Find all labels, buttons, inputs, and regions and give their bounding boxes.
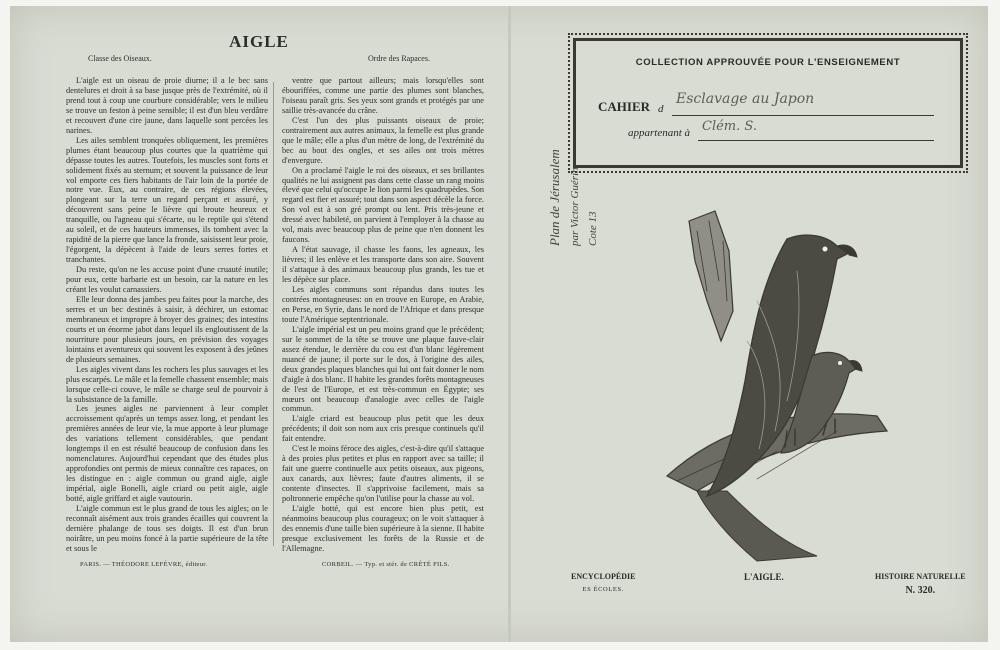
right-page [511,6,988,642]
left-page [10,6,508,642]
paragraph: A l'état sauvage, il chasse les faons, les agneaux, les lièvres; il les enlève et les transporte dans son aire. Souvent il s'attaque à des animaux beaucoup plus grands, les tue et les dépèce sur place. [282,245,484,285]
class-header: Classe des Oiseaux. [88,54,152,63]
paragraph: On a proclamé l'aigle le roi des oiseaux, et ses brillantes qualités ne lui assignent pas dans cette classe un rang moins élevé que celui qu'occupe le lion parmi les quadrupèdes. Son regard est fier et assuré; tout dans son aspect décèle la force. Son vol est à son gré prompt ou lent. Pris très-jeune et dressé avec habileté, on parvient à l'employer à la chasse au vol, mais avec beaucoup plus de peine que n'en donnent les faucons. [282,165,484,245]
handwritten-subject: Esclavage au Japon [676,91,815,107]
margin-handwriting [547,149,599,246]
paragraph: Les ailes semblent tronquées obliquement, les premières plumes étant beaucoup plus courtes que la quatrième qui dépasse toutes les autres. Toutefois, les muscles sont forts et solidement fixés au sternum; et souvent la puissance de leur vol emporte ces fiers habitants de l'air loin de la portée de notre vue. Eux, au contraire, de ces régions élevées, plongeant sur la terre un regard perçant et assuré, y découvrent sans peine le lièvre qui broute heureux et tranquille, ou l'agneau qui s'écarte, ou le reptile qui s'étend au soleil, et de ces hauteurs immenses, ils tombent avec la rapidité de la pierre que lance la fronde, saisissent leur proie, l'égorgent, la dépècent à l'aide de leurs serres fortes et tranchantes. [66,135,268,265]
paragraph: L'aigle est un oiseau de proie diurne; il a le bec sans dentelures et droit à sa base jusque près de l'extrémité, où il prend tout à coup une courbure considérable; vers le milieu se trouve un feston à peine sensible; il est d'un bleu verdâtre et recouvert d'une cire jaune, dans laquelle sont percées les narines. [66,76,268,135]
paragraph: L'aigle criard est beaucoup plus petit que les deux précédents; il doit son nom aux cris presque continuels qu'il fait entendre. [282,414,484,444]
order-header: Ordre des Rapaces. [368,54,430,63]
paragraph: ventre que partout ailleurs; mais lorsqu'elles sont ébouriffées, comme une partie des plumes sont blanches, l'oiseau paraît gris. Ses yeux sont grands et protégés par une saillie très-avancée du crâne. [282,76,484,115]
appartenant-label: appartenant à [628,127,691,139]
ownership-label-frame [573,38,963,168]
paragraph: Du reste, qu'on ne les accuse point d'une cruauté inutile; pour eux, cette barbarie est un besoin, car la nature en les créant les voulut carnassiers. [66,265,268,295]
cahier-de-label: d [658,103,664,115]
owner-line [698,140,934,141]
printer-footer: CORBEIL. — Typ. et stér. de CRÉTÉ FILS. [322,561,450,568]
text-column-left [66,76,268,554]
eagle-illustration [637,191,897,566]
series-caption [875,572,966,596]
margin-note: Cote 13 [587,211,599,246]
paragraph: Les aigles vivent dans les rochers les plus sauvages et les plus escarpés. Le mâle et la femelle chassent ensemble; mais lorsque celle-ci couve, le mâle se charge seul de pourvoir à la subsistance de la famille. [66,364,268,404]
paragraph: C'est le moins féroce des aigles, c'est-à-dire qu'il s'attaque à des proies plus petites et plus en rapport avec sa taille; il fait une guerre continuelle aux petits oiseaux, aux pigeons, aux canards, aux lièvres; faute d'autres aliments, il se contente d'insectes. Il s'apprivoise facilement, mais sa poltronnerie empêche qu'on l'utilise pour la chasse au vol. [282,444,484,504]
series-number: N. 320. [905,585,936,596]
paragraph: Les jeunes aigles ne parviennent à leur complet accroissement qu'après un temps assez long, et pendant les premières années de leur vie, la mue apporte à leur plumage des variations tellement considérables, que pendant longtemps il en est résulté beaucoup de confusion dans les nomenclatures. Aujourd'hui cependant que des études plus approfondies ont permis de mieux connaître ces rapaces, on les distingue en : aigle commun ou grand aigle, aigle impérial, aigle Bonelli, aigle criard ou petit aigle, aigle botté, aigle griffard et aigle vautourin. [66,404,268,504]
paragraph: L'aigle botté, qui est encore bien plus petit, est néanmoins beaucoup plus courageux; on le voit s'attaquer à des ennemis d'une taille bien supérieure à la sienne. Il habite presque exclusivement les forêts de la Russie et de l'Allemagne. [282,503,484,553]
schools-label: ES ÉCOLES. [582,586,624,593]
encyclopedia-caption [571,572,635,593]
paragraph: C'est l'un des plus puissants oiseaux de proie; contrairement aux autres animaux, la femelle est plus grande que le mâle; elle a plus d'un mètre de long, de l'extrémité du bec au bout des ongles, et ses ailes ont trois mètres d'envergure. [282,115,484,165]
cahier-label: CAHIER [598,99,651,114]
subject-line [672,115,934,116]
paragraph: Elle leur donna des jambes peu faites pour la marche, des serres et un bec destinés à saisir, à déchirer, un estomac membraneux et impropre à broyer des graines; des intestins courts et un énorme jabot dans lequel ils engloutissent de la nourriture pour plusieurs jours, en prévision des voyages lointains et aventureux qui souvent les exposent à des jeûnes de plusieurs semaines. [66,294,268,364]
handwritten-owner: Clém. S. [702,119,757,134]
margin-note: par Victor Guérin [569,167,581,246]
publisher-footer: PARIS. — THÉODORE LEFÈVRE, éditeur. [80,561,208,568]
notebook-cover-sheet [10,6,988,642]
collection-label: COLLECTION APPROUVÉE POUR L'ENSEIGNEMENT [635,57,901,68]
paragraph: L'aigle commun est le plus grand de tous les aigles; on le reconnaît aisément aux trois grandes écailles qui couvrent la dernière phalange de tous ses doigts. Il est d'un brun noirâtre, un peu moins foncé à la partie supérieure de la tête et sous le [66,503,268,553]
series-label: HISTOIRE NATURELLE [875,572,966,581]
illustration-caption: L'AIGLE. [744,572,784,582]
paragraph: Les aigles communs sont répandus dans toutes les contrées montagneuses: on en trouve en Europe, en Arabie, en Perse, en Syrie, dans le nord de l'Afrique et dans presque toute l'Amérique septentrionale. [282,285,484,324]
column-divider [273,82,274,546]
encyclopedia-label: ENCYCLOPÉDIE [571,572,636,581]
page-title: AIGLE [229,32,289,51]
paragraph: L'aigle impérial est un peu moins grand que le précédent; sur le sommet de la tête se trouve une plaque fauve-clair assez étendue, le derrière du cou est d'un blanc légèrement nuancé de jaune; il porte sur le dos, à l'origine des ailes, deux grandes plaques blanches qui lui ont fait donner le nom d'aigle à dos blanc. Il habite les grandes forêts montagneuses de l'est de l'Europe, et est très-commun en Égypte; ses mœurs ont beaucoup d'analogie avec celles de l'aigle commun. [282,324,484,414]
margin-note: Plan de Jérusalem [547,149,562,246]
text-column-right [282,76,484,554]
